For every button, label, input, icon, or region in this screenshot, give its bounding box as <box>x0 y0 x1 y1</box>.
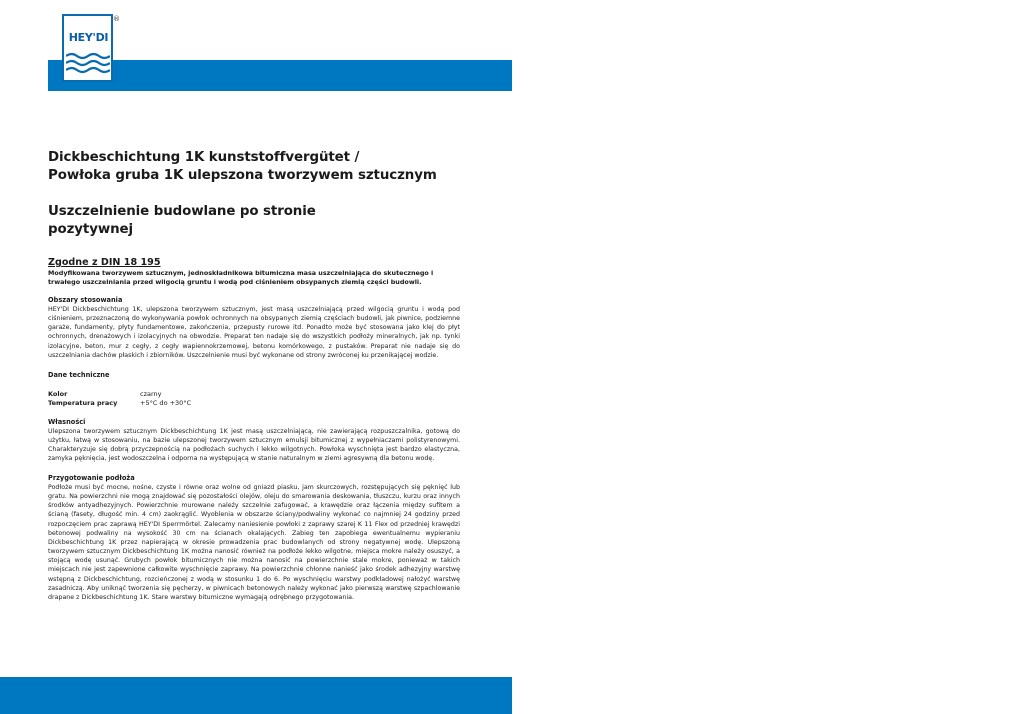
top-blue-band <box>48 60 512 91</box>
tech-row-temperature <box>48 399 191 407</box>
page-subtitle <box>48 203 488 239</box>
logo-text: HEY'DI <box>68 31 109 44</box>
bottom-blue-band <box>0 677 512 714</box>
usage-heading: Obszary stosowania <box>48 296 123 304</box>
title-line-1: Dickbeschichtung 1K kunststoffvergütet / <box>48 150 360 165</box>
properties-heading: Własności <box>48 418 86 426</box>
heydi-logo <box>62 14 113 82</box>
usage-text: HEY'DI Dickbeschichtung 1K, ulepszona tworzywem sztucznym, jest masą uszczelniającą przed wilgocią gruntu i wodą pod ciśnieniem, przeznaczoną do wykonywania powłok ochronnych na obsypanych ziemią częściach budowli, jak piwnice, podziemne garaże, fundamenty, płyty fundamentowe, zakończenia, przepusty rurowe itd. Ponadto może być stosowana jako klej do płyt ochronnych, drenażowych i izolacyjnych na obwodzie. Preparat ten nadaje się do wszystkich podłoży mineralnych, jak np. tynki izolacyjne, beton, mur z cegły, z cegły wapiennokrzemowej, betonu komórkowego, z pustaków. Preparat nie nadaje się do uszczelniania dachów płaskich i zbiorników. Uszczelnienie musi być wykonane od strony zwróconej ku przenikającej wodzie. <box>48 306 460 359</box>
tech-row-color <box>48 390 162 398</box>
tech-value: +5°C do +30°C <box>140 399 192 407</box>
tech-key: Temperatura pracy <box>48 399 118 407</box>
properties-text: Ulepszona tworzywem sztucznym Dickbeschichtung 1K jest masą uszczelniającą, nie zawierającą rozpuszczalnika, gotową do użytku, łatwą w stosowaniu, na bazie ulepszonej tworzywem sztucznym emulsji bitumicznej z wypełniaczami polistyrenowymi. Charakteryzuje się dobrą przyczepnością na podłożach suchych i lekko wilgotnych. Powłoka wyschnięta jest bardzo elastyczna, zamyka pęknięcia, jest wodoszczelna i odporna na występującą w stanie naturalnym w ziemi agresywną dla betonu wodę. <box>48 428 460 463</box>
tech-value: czarny <box>140 390 162 398</box>
tech-key: Kolor <box>48 390 68 398</box>
din-heading: Zgodne z DIN 18 195 <box>48 257 161 268</box>
subtitle-line-2: pozytywnej <box>48 222 134 237</box>
prep-heading: Przygotowanie podłoża <box>48 474 135 482</box>
registered-mark: ® <box>113 15 120 23</box>
intro-text: Modyfikowana tworzywem sztucznym, jednoskładnikowa bitumiczna masa uszczelniająca do skutecznego i trwałego uszczelniania przed wilgocią gruntu i wodą pod ciśnieniem obsypanych ziemią części budowli. <box>48 269 434 287</box>
waves-icon <box>66 52 110 78</box>
subtitle-line-1: Uszczelnienie budowlane po stronie <box>48 204 316 219</box>
title-line-2: Powłoka gruba 1K ulepszona tworzywem sztucznym <box>48 168 437 183</box>
page-title <box>48 149 488 185</box>
tech-heading: Dane techniczne <box>48 371 110 379</box>
prep-text: Podłoże musi być mocne, nośne, czyste i równe oraz wolne od gniazd piasku, jam skurczowych, rozstępujących się pęknięć lub gratu. Na powierzchni nie mogą znajdować się pozostałości olejów, oleju do smarowania deskowania, tłuszczu, kurzu oraz innych środków antyadhezyjnych. Powierzchnie murowane należy szczelnie zafugować, a krawędzie oraz łączenia między sufitem a ścianą (fasety, długość min. 4 cm) zaokrąglić. Wyoblenia w obszarze ściany/podwaliny wykonać co najmniej 24 godziny przed rozpoczęciem prac zaprawą HEY'DI Sperrmörtel. Zalecamy naniesienie powłoki z zaprawy szarej K 11 Flex od przedniej krawędzi betonowej podwaliny na wysokość 30 cm na ścianach okalających. Zabieg ten zapobiega ewentualnemu wypieraniu Dickbeschichtung 1K przez napierającą w okresie prowadzenia prac budowlanych od strony negatywnej wodę. Ulepszoną tworzywem sztucznym Dickbeschichtung 1K można nanosić również na podłoże lekko wilgotne, miejsca mokre należy osuszyć, a stojącą wodę usunąć. Grubych powłok bitumicznych nie można nanosić na powierzchnie stale mokre, ponieważ w takich miejscach nie jest zapewnione całkowite wyschnięcie zaprawy. Na powierzchnie chłonne nanieść jako środek adhezyjny warstwę wstępną z Dickbeschichtung, rozcieńczonej z wodą w stosunku 1 do 6. Po wyschnięciu warstwy podkładowej nałożyć warstwę zasadniczą. Aby uniknąć tworzenia się pęcherzy, w piwnicach betonowych należy wykonać jako pierwszą warstwę szpachlowanie drapane z Dickbeschichtung 1K. Stare warstwy bitumiczne wymagają odrębnego przygotowania. <box>48 484 460 601</box>
